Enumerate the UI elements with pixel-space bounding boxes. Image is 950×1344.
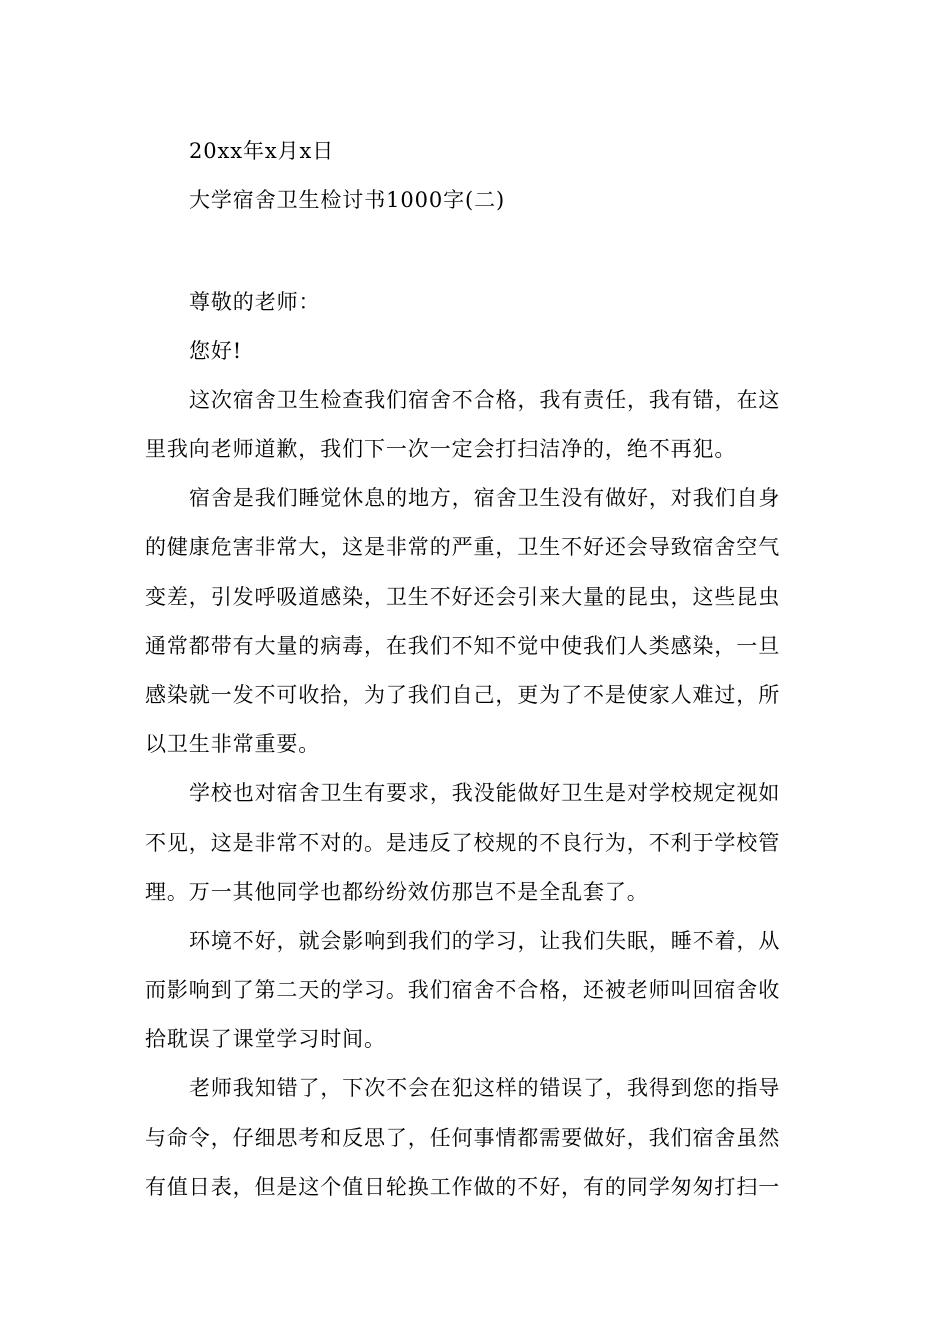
paragraph-2-line-6: 以卫生非常重要。 — [145, 732, 321, 756]
paragraph-2-line-3: 变差，引发呼吸道感染，卫生不好还会引来大量的昆虫，这些昆虫 — [145, 585, 781, 609]
paragraph-2-line-1: 宿舍是我们睡觉休息的地方，宿舍卫生没有做好，对我们自身 — [189, 486, 781, 510]
paragraph-4-line-1: 环境不好，就会影响到我们的学习，让我们失眠，睡不着，从 — [189, 929, 781, 953]
paragraph-2-line-5: 感染就一发不可收拾，为了我们自己，更为了不是使家人难过，所 — [145, 683, 781, 707]
paragraph-5-line-2: 与命令，仔细思考和反思了，任何事情都需要做好，我们宿舍虽然 — [145, 1126, 781, 1150]
paragraph-1-line-2: 里我向老师道歉，我们下一次一定会打扫洁净的，绝不再犯。 — [145, 437, 737, 461]
salutation: 尊敬的老师： — [189, 290, 321, 314]
paragraph-3-line-1: 学校也对宿舍卫生有要求，我没能做好卫生是对学校规定视如 — [189, 781, 781, 805]
paragraph-3-line-3: 理。万一其他同学也都纷纷效仿那岂不是全乱套了。 — [145, 880, 649, 904]
paragraph-1-line-1: 这次宿舍卫生检查我们宿舍不合格，我有责任，我有错，在这 — [189, 388, 781, 412]
greeting: 您好! — [189, 339, 243, 363]
paragraph-2-line-2: 的健康危害非常大，这是非常的严重，卫生不好还会导致宿舍空气 — [145, 535, 781, 559]
paragraph-4-line-2: 而影响到了第二天的学习。我们宿舍不合格，还被老师叫回宿舍收 — [145, 978, 781, 1002]
paragraph-3-line-2: 不见，这是非常不对的。是违反了校规的不良行为，不利于学校管 — [145, 831, 781, 855]
paragraph-5-line-1: 老师我知错了，下次不会在犯这样的错误了，我得到您的指导 — [189, 1076, 781, 1100]
paragraph-2-line-4: 通常都带有大量的病毒，在我们不知不觉中使我们人类感染，一旦 — [145, 634, 781, 658]
paragraph-4-line-3: 拾耽误了课堂学习时间。 — [145, 1027, 386, 1051]
date-line: 20xx年x月x日 — [189, 139, 335, 163]
document-title: 大学宿舍卫生检讨书1000字(二) — [189, 188, 506, 212]
paragraph-5-line-3: 有值日表，但是这个值日轮换工作做的不好，有的同学匆匆打扫一 — [145, 1175, 781, 1199]
